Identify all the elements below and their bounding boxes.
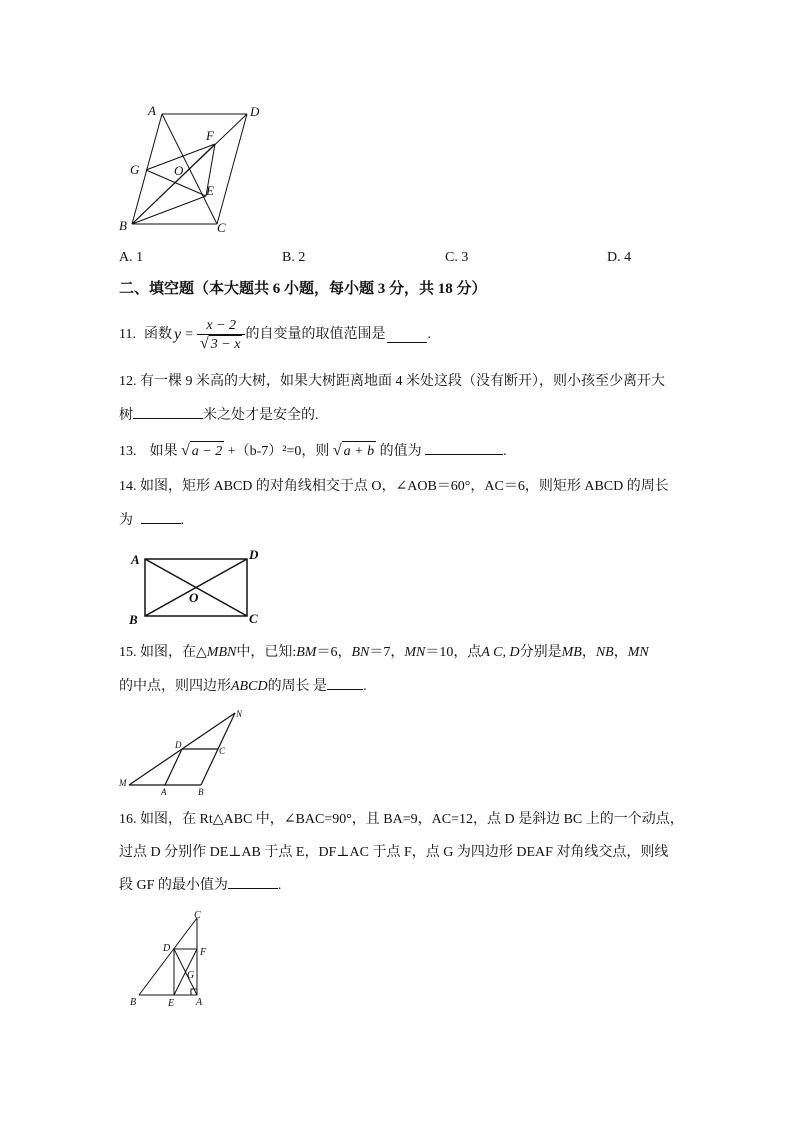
q16-line2: 过点 D 分别作 DE⊥AB 于点 E，DF⊥AC 于点 F，点 G 为四边形 DEAF 对角线交点，则线 (119, 845, 669, 860)
q16-label-B: B (130, 997, 137, 1008)
q11-answer-blank (387, 328, 427, 343)
q11-suffix: 的自变量的取值范围是 (245, 327, 386, 342)
q10-label-A: A (148, 103, 156, 118)
q11-y: y (173, 326, 182, 343)
q10-label-F: F (206, 128, 214, 143)
q15-mbn: MBN (206, 645, 237, 660)
q10-figure (110, 98, 280, 240)
q14-line1: 14. 如图，矩形 ABCD 的对角线相交于点 O，∠AOB＝60°，AC＝6，则矩形 ABCD 的周长 (119, 479, 669, 494)
question-13: 13. 如果 √ a − 2 +（b-7）²=0，则 √ a + b 的值为 . (119, 440, 507, 462)
q13-radical-2: a + b (342, 441, 376, 462)
question-11 (119, 313, 431, 357)
q15-label-A: A (161, 787, 167, 796)
q10-option-d: D. 4 (607, 250, 632, 265)
q15-line2 (119, 675, 367, 697)
q14-answer-blank (141, 509, 181, 524)
q11-end: . (427, 327, 431, 342)
q15-abcd: ABCD (231, 679, 268, 694)
q16-figure (125, 905, 220, 1013)
q15-mb: MB (561, 645, 582, 660)
q10-option-b: B. 2 (282, 250, 306, 265)
q15-text-a: 15. 如图，在△ (119, 645, 207, 660)
q15-label-B: B (198, 787, 204, 796)
q15-mn2: MN (627, 645, 649, 660)
q15-c1: ， (581, 645, 596, 660)
q16-label-G: G (187, 970, 195, 981)
q16-line1: 16. 如图，在 Rt△ABC 中，∠BAC=90°，且 BA=9，AC=12，点 D 是斜边 BC 上的一个动点， (119, 812, 684, 827)
q13-prefix: 如果 (149, 444, 178, 459)
q14-label-C: C (249, 611, 258, 626)
q14-line2-pre: 为 (119, 513, 133, 528)
q14-figure (125, 546, 265, 628)
q16-label-E: E (168, 998, 175, 1009)
q15-mn: MN (404, 645, 426, 660)
q10-option-c: C. 3 (445, 250, 469, 265)
q14-end: . (180, 513, 184, 528)
q14-line2 (119, 509, 184, 531)
q12-line2-pre: 树 (119, 408, 133, 423)
q10-label-D: D (250, 104, 260, 119)
q14-label-B: B (129, 612, 138, 627)
q16-label-D: D (163, 943, 171, 954)
q15-v2: ＝7， (369, 645, 405, 660)
q15-line1 (119, 643, 649, 663)
q16-answer-blank (228, 874, 278, 889)
q15-answer-blank (327, 675, 363, 690)
q16-label-C: C (194, 910, 201, 921)
q15-label-N: N (236, 709, 243, 719)
q15-text-c: 分别是 (519, 645, 562, 660)
q12-line2-post: 米之处才是安全的. (203, 408, 319, 423)
q15-text-e: 的周长 是 (267, 679, 328, 694)
q10-label-B: B (119, 218, 127, 233)
q11-denominator: 3 − x (210, 337, 241, 352)
q15-bn: BN (351, 645, 370, 660)
q16-end: . (277, 878, 282, 893)
q10-label-O: O (174, 163, 184, 178)
q14-label-A: A (131, 552, 140, 567)
q15-nb: NB (595, 645, 614, 660)
q15-v1: ＝6， (316, 645, 352, 660)
q15-figure (115, 704, 255, 796)
q14-label-O: O (189, 590, 199, 605)
q10-label-G: G (130, 162, 140, 177)
q15-bm: BM (296, 645, 317, 660)
q15-c2: ， (613, 645, 628, 660)
q11-equals: = (185, 327, 193, 342)
q16-line3-pre: 段 GF 的最小值为 (119, 878, 228, 893)
q15-label-D: D (175, 740, 182, 750)
q15-label-M: M (119, 778, 127, 788)
q16-label-F: F (200, 947, 207, 958)
q13-number: 13. (119, 444, 137, 459)
q13-end: . (503, 444, 507, 459)
q15-text-b: 中，已知: (236, 645, 297, 660)
q13-answer-blank (425, 440, 503, 455)
q13-radical-1: a − 2 (190, 441, 224, 462)
section-2-heading: 二、填空题（本大题共 6 小题，每小题 3 分，共 18 分） (119, 281, 487, 297)
q12-line1: 12. 有一棵 9 米高的大树，如果大树距离地面 4 米处这段（没有断开），则小孩至少离开大 (119, 374, 665, 389)
q12-line2 (119, 404, 319, 426)
q10-option-a: A. 1 (119, 250, 144, 265)
q16-line3 (119, 874, 281, 896)
q10-label-C: C (217, 220, 226, 235)
q14-label-D: D (249, 547, 259, 562)
q13-suffix: 的值为 (379, 444, 422, 459)
q11-fraction: $\frac{x - 2}{√ 3 - x}$ (197, 317, 245, 353)
q15-v3: ＝10，点 (425, 645, 482, 660)
q15-text-d: 的中点，则四边形 (119, 679, 231, 694)
q16-label-A: A (196, 997, 203, 1008)
q13-middle: +（b-7）²=0，则 (227, 444, 330, 459)
q15-label-C: C (219, 746, 226, 756)
q11-prefix: 函数 (143, 327, 172, 342)
q11-numerator: x − 2 (197, 317, 245, 335)
q11-number: 11. (119, 327, 136, 342)
q15-end: . (363, 679, 367, 694)
q10-label-E: E (206, 183, 214, 198)
q15-acd: A C, D (481, 645, 520, 660)
q12-answer-blank (133, 404, 203, 419)
